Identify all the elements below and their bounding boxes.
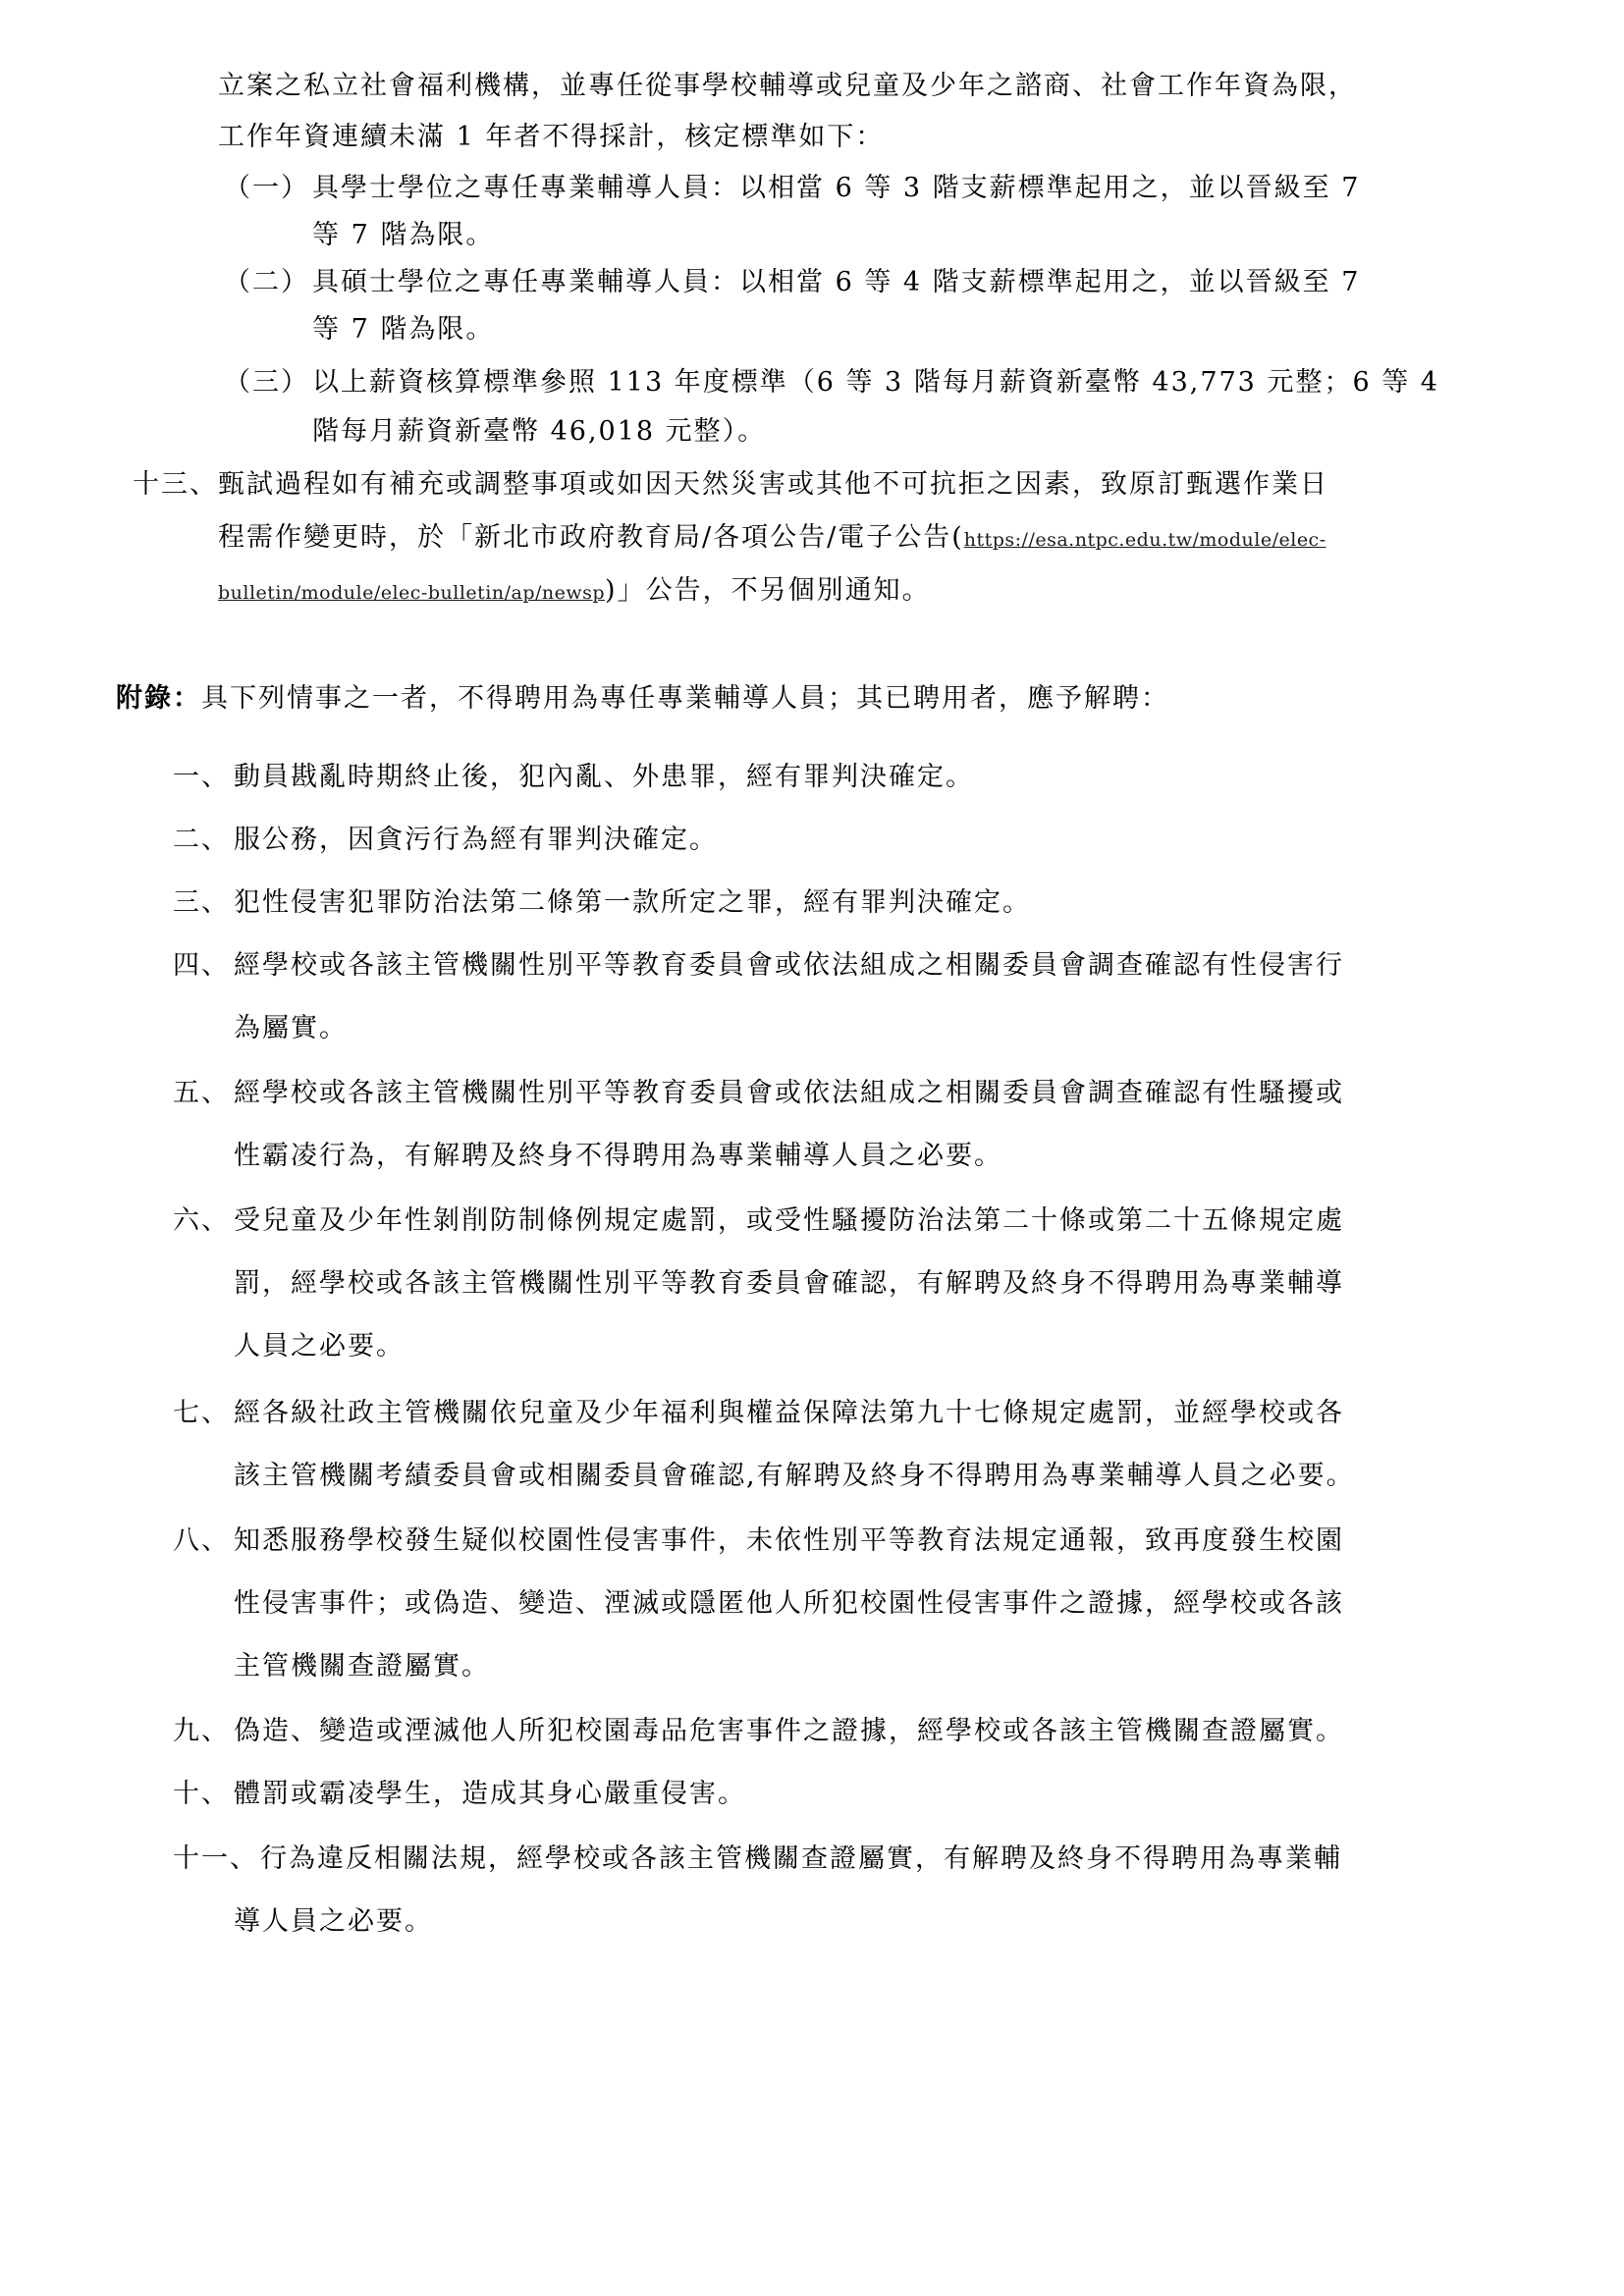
appendix-item-text: 動員戡亂時期終止後，犯內亂、外患罪，經有罪判決確定。: [234, 762, 974, 792]
appendix-item-text: 該主管機關考績委員會或相關委員會確認,有解聘及終身不得聘用為專業輔導人員之必要。: [234, 1461, 1355, 1491]
bulletin-link-continued[interactable]: bulletin/module/elec-bulletin/ap/newsp: [218, 582, 606, 604]
appendix-item-text: 經各級社政主管機關依兒童及少年福利與權益保障法第九十七條規定處罰，並經學校或各: [234, 1398, 1344, 1428]
item-text: [218, 567, 931, 616]
sub-item-marker: （三）: [224, 367, 309, 398]
sub-item-marker: （一）: [224, 173, 309, 203]
appendix-item-text: 受兒童及少年性剝削防制條例規定處罰，或受性騷擾防治法第二十條或第二十五條規定處: [234, 1205, 1344, 1236]
appendix-item-marker: 三、: [173, 887, 230, 918]
appendix-item-text: 罰，經學校或各該主管機關性別平等教育委員會確認，有解聘及終身不得聘用為專業輔導: [234, 1268, 1344, 1299]
appendix-item-text: 導人員之必要。: [234, 1906, 433, 1937]
appendix-item-text: 經學校或各該主管機關性別平等教育委員會或依法組成之相關委員會調查確認有性侵害行: [234, 950, 1344, 981]
item-text: [218, 514, 1326, 563]
sub-item-text: 等 7 階為限。: [312, 314, 495, 345]
appendix-item-text: 服公務，因貪污行為經有罪判決確定。: [234, 825, 718, 855]
appendix-item-marker: 七、: [173, 1398, 230, 1428]
sub-item-text: 具學士學位之專任專業輔導人員：以相當 6 等 3 階支薪標準起用之，並以晉級至 7: [312, 173, 1361, 203]
appendix-item-marker: 十一、: [173, 1843, 258, 1874]
appendix-item-text: 性侵害事件；或偽造、變造、湮滅或隱匿他人所犯校園性侵害事件之證據，經學校或各該: [234, 1588, 1344, 1619]
appendix-intro: [116, 675, 1169, 722]
appendix-item-marker: 十、: [173, 1779, 230, 1809]
item-marker: 十三、: [133, 469, 218, 500]
appendix-item-text: 主管機關查證屬實。: [234, 1651, 490, 1682]
appendix-item-text: 為屬實。: [234, 1013, 348, 1043]
appendix-item-marker: 九、: [173, 1716, 230, 1746]
appendix-item-text: 知悉服務學校發生疑似校園性侵害事件，未依性別平等教育法規定通報，致再度發生校園: [234, 1525, 1344, 1556]
item-text-segment: 程需作變更時，於「新北市政府教育局/各項公告/電子公告(: [218, 522, 964, 553]
item-text: 甄試過程如有補充或調整事項或如因天然災害或其他不可抗拒之因素，致原訂甄選作業日: [218, 469, 1328, 500]
sub-item-text: 階每月薪資新臺幣 46,018 元整）。: [312, 416, 767, 447]
appendix-item-text: 偽造、變造或湮滅他人所犯校園毒品危害事件之證據，經學校或各該主管機關查證屬實。: [234, 1716, 1344, 1746]
bulletin-link[interactable]: https://esa.ntpc.edu.tw/module/elec-: [963, 529, 1326, 551]
appendix-item-text: 經學校或各該主管機關性別平等教育委員會或依法組成之相關委員會調查確認有性騷擾或: [234, 1078, 1344, 1108]
appendix-item-marker: 五、: [173, 1078, 230, 1108]
sub-item-text: 具碩士學位之專任專業輔導人員：以相當 6 等 4 階支薪標準起用之，並以晉級至 7: [312, 267, 1361, 297]
appendix-item-marker: 二、: [173, 825, 230, 855]
appendix-item-marker: 六、: [173, 1205, 230, 1236]
appendix-intro-text: 具下列情事之一者，不得聘用為專任專業輔導人員；其已聘用者，應予解聘：: [201, 683, 1169, 714]
appendix-item-text: 人員之必要。: [234, 1331, 405, 1362]
sub-item-text: 以上薪資核算標準參照 113 年度標準（6 等 3 階每月薪資新臺幣 43,773 元整；6 等 4: [312, 367, 1439, 398]
appendix-item-marker: 八、: [173, 1525, 230, 1556]
sub-item-marker: （二）: [224, 267, 309, 297]
paragraph-line: 工作年資連續未滿 1 年者不得採計，核定標準如下：: [218, 122, 885, 152]
appendix-item-text: 犯性侵害犯罪防治法第二條第一款所定之罪，經有罪判決確定。: [234, 887, 1031, 918]
appendix-item-marker: 一、: [173, 762, 230, 792]
appendix-item-text: 體罰或霸凌學生，造成其身心嚴重侵害。: [234, 1779, 746, 1809]
appendix-label: 附錄：: [116, 683, 201, 714]
paragraph-line: 立案之私立社會福利機構，並專任從事學校輔導或兒童及少年之諮商、社會工作年資為限，: [218, 71, 1357, 101]
sub-item-text: 等 7 階為限。: [312, 220, 495, 250]
appendix-item-text: 性霸凌行為，有解聘及終身不得聘用為專業輔導人員之必要。: [234, 1141, 1002, 1171]
appendix-item-text: 行為違反相關法規，經學校或各該主管機關查證屬實，有解聘及終身不得聘用為專業輔: [260, 1843, 1342, 1874]
appendix-item-marker: 四、: [173, 950, 230, 981]
item-text-segment: )」公告，不另個別通知。: [605, 575, 931, 606]
